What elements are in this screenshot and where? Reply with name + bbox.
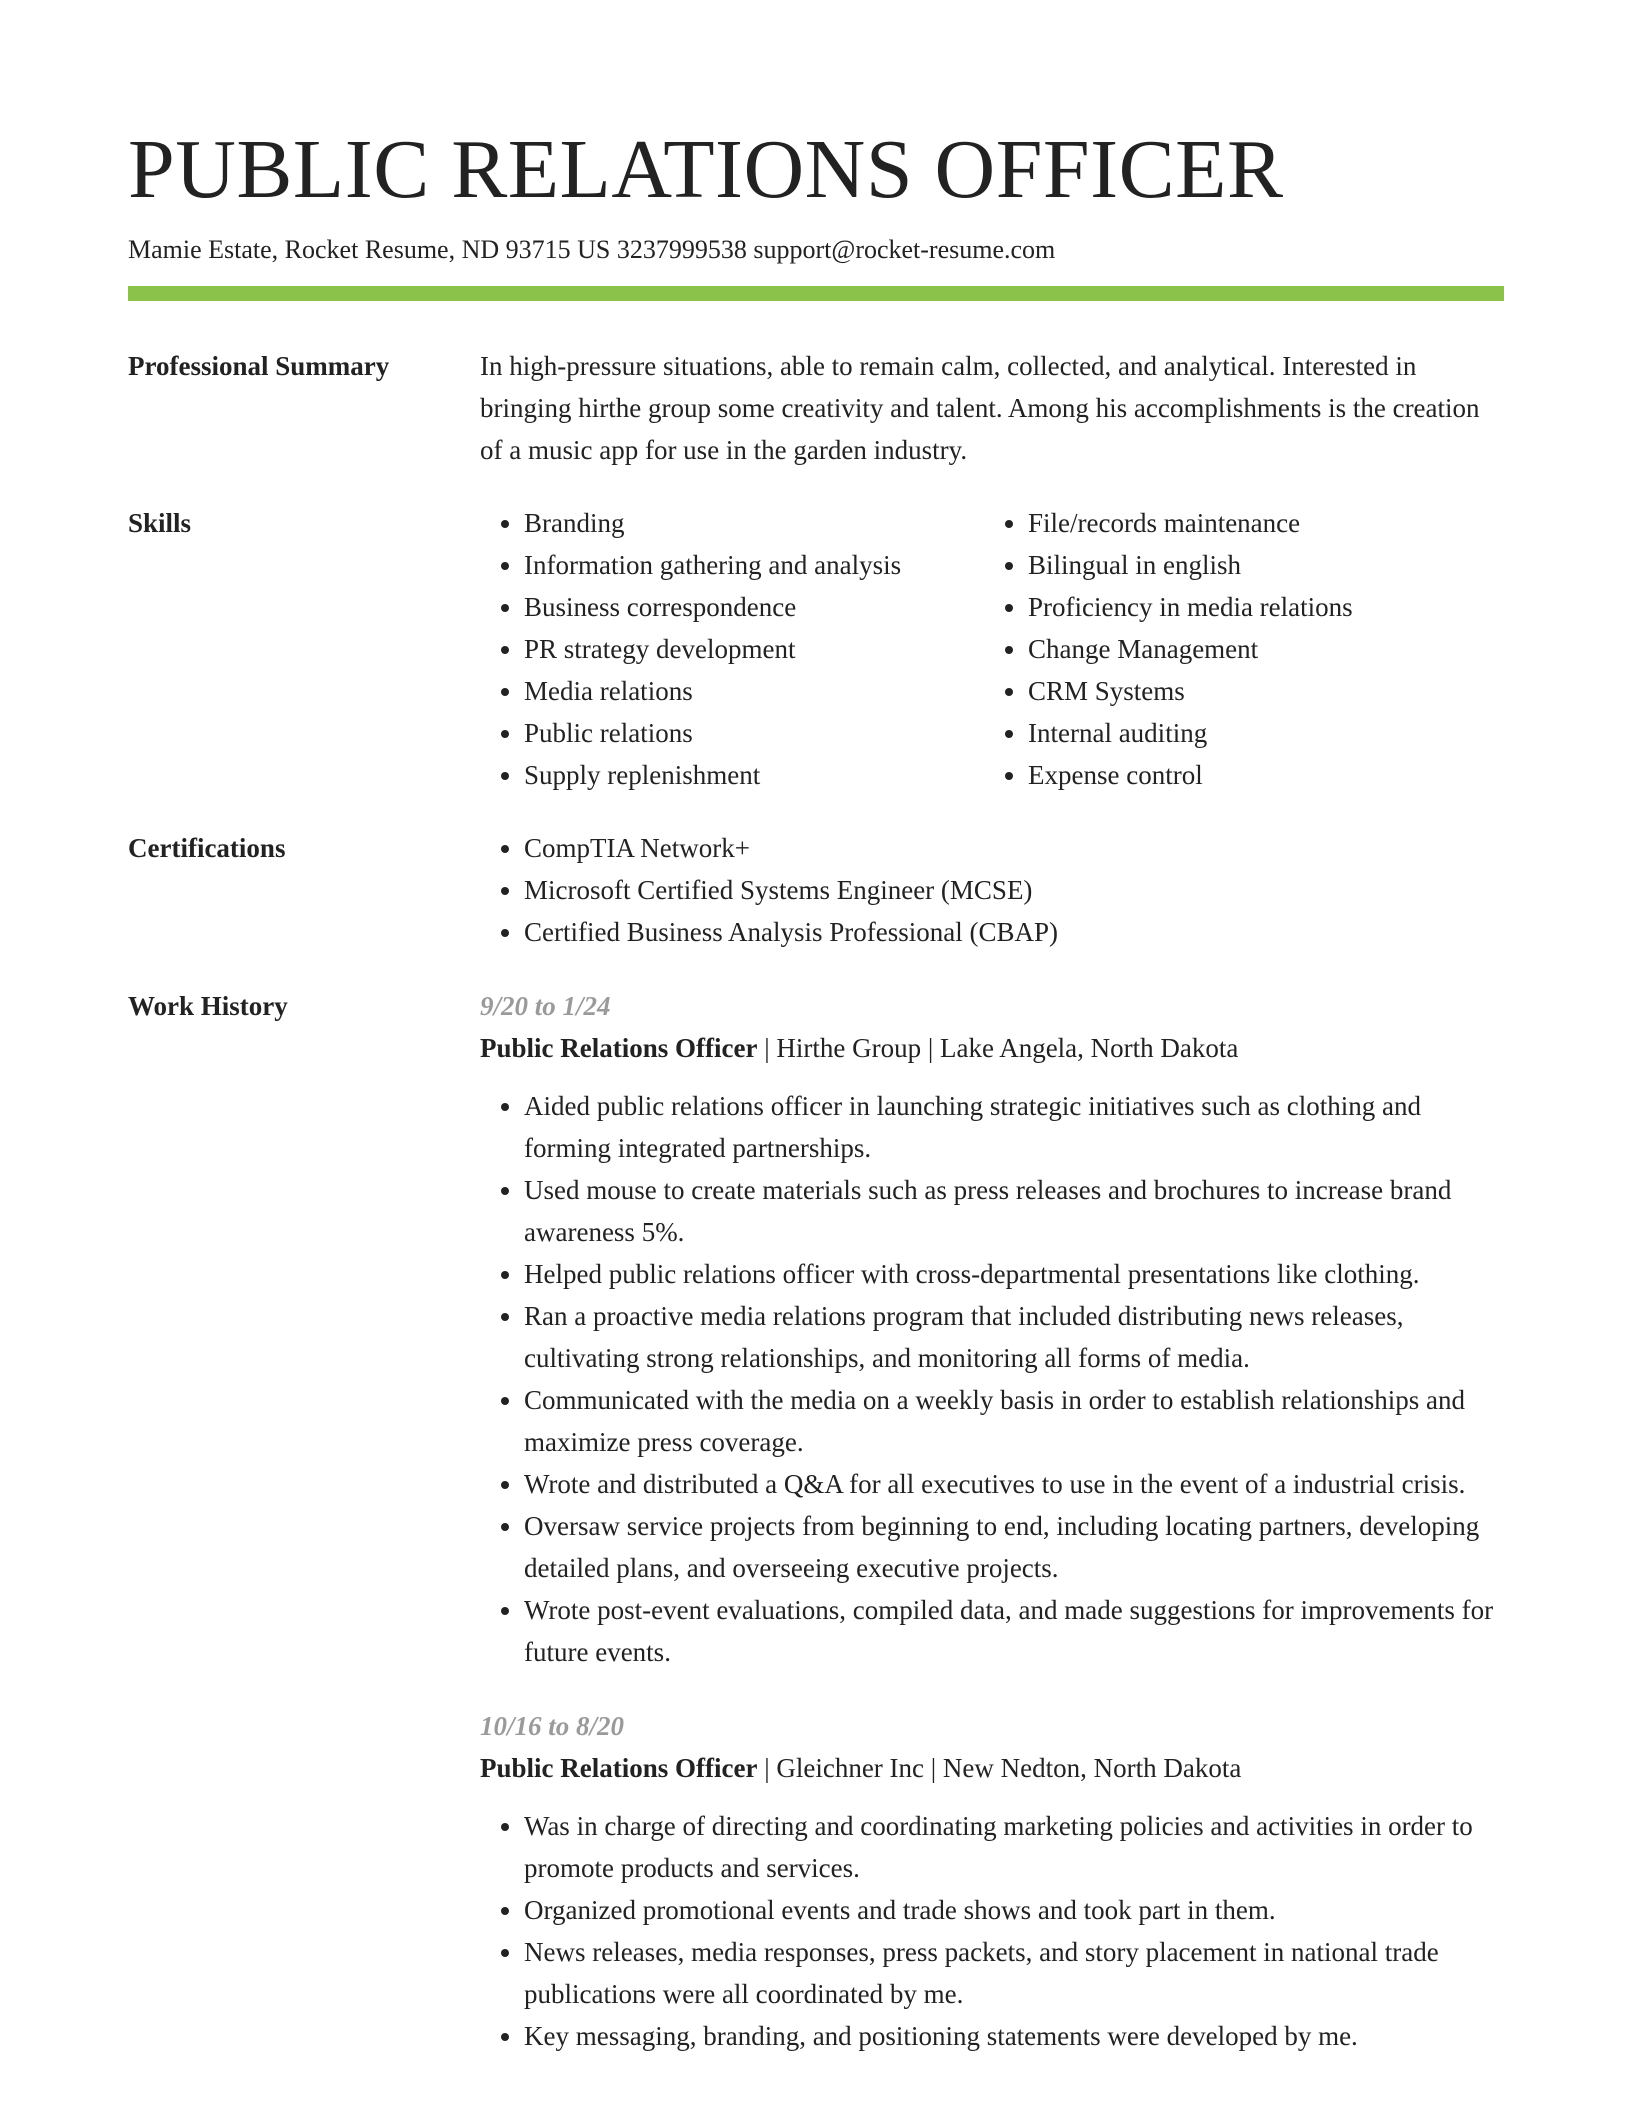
job-bullet: • Wrote post-event evaluations, compiled data, and made suggestions for improvements for future events. (524, 1589, 1504, 1673)
work-history-label: Work History (128, 991, 288, 1021)
skill-item: • Proficiency in media relations (1028, 586, 1488, 628)
job-details: | Hirthe Group | Lake Angela, North Dakota (757, 1033, 1239, 1063)
skill-item: • File/records maintenance (1028, 502, 1488, 544)
certifications-list (480, 827, 1504, 953)
skill-item: • Media relations (524, 670, 984, 712)
skill-item: • Expense control (1028, 754, 1488, 796)
skill-item: • Branding (524, 502, 984, 544)
skill-item: • PR strategy development (524, 628, 984, 670)
certification-item: • CompTIA Network+ (524, 827, 1504, 869)
job-bullet-list (480, 1805, 1504, 2057)
job-heading (480, 1747, 1504, 1789)
resume-page (128, 0, 1504, 2051)
job-details: | Gleichner Inc | New Nedton, North Dakota (757, 1753, 1242, 1783)
skill-item: • Change Management (1028, 628, 1488, 670)
work-history-body (480, 985, 1504, 2057)
skill-item: • Business correspondence (524, 586, 984, 628)
certification-item: • Certified Business Analysis Professional (CBAP) (524, 911, 1504, 953)
job-bullet: • Oversaw service projects from beginning to end, including locating partners, developing detailed plans, and overseeing executive projects. (524, 1505, 1504, 1589)
skills-body (480, 502, 1504, 796)
certifications-body (480, 827, 1504, 953)
job-bullet: • Organized promotional events and trade shows and took part in them. (524, 1889, 1504, 1931)
job-bullet: • Aided public relations officer in launching strategic initiatives such as clothing and forming integrated partnerships. (524, 1085, 1504, 1169)
resume-title: PUBLIC RELATIONS OFFICER (128, 123, 1284, 216)
job-bullet: • Key messaging, branding, and positioning statements were developed by me. (524, 2015, 1504, 2057)
skill-item: • Bilingual in english (1028, 544, 1488, 586)
job-dates: 10/16 to 8/20 (480, 1711, 625, 1741)
job-bullet-list (480, 1085, 1504, 1673)
job-bullet: • Communicated with the media on a weekly basis in order to establish relationships and maximize press coverage. (524, 1379, 1504, 1463)
certification-item: • Microsoft Certified Systems Engineer (MCSE) (524, 869, 1504, 911)
job-bullet: • News releases, media responses, press packets, and story placement in national trade publications were all coordinated by me. (524, 1931, 1504, 2015)
skill-item: • Public relations (524, 712, 984, 754)
summary-text: In high-pressure situations, able to remain calm, collected, and analytical. Interested in bringing hirthe group some creativity and talent. Among his accomplishments is the creation of a music app for use in the garden industry. (480, 351, 1480, 465)
summary-label: Professional Summary (128, 351, 390, 381)
job-bullet: • Helped public relations officer with cross-departmental presentations like clothing. (524, 1253, 1504, 1295)
skill-item: • CRM Systems (1028, 670, 1488, 712)
job-entry (480, 1705, 1504, 2057)
job-dates: 9/20 to 1/24 (480, 991, 611, 1021)
job-bullet: • Was in charge of directing and coordinating marketing policies and activities in order to promote products and services. (524, 1805, 1504, 1889)
skills-list-left (480, 502, 984, 796)
job-entry (480, 985, 1504, 1673)
skill-item: • Information gathering and analysis (524, 544, 984, 586)
skill-item: • Supply replenishment (524, 754, 984, 796)
contact-line: Mamie Estate, Rocket Resume, ND 93715 US 3237999538 support@rocket-resume.com (128, 235, 1056, 264)
skill-item: • Internal auditing (1028, 712, 1488, 754)
skills-label: Skills (128, 508, 192, 538)
job-title: Public Relations Officer (480, 1033, 758, 1063)
job-bullet: • Wrote and distributed a Q&A for all executives to use in the event of a industrial crisis. (524, 1463, 1504, 1505)
certifications-label: Certifications (128, 833, 286, 863)
job-title: Public Relations Officer (480, 1753, 758, 1783)
skills-list-right (984, 502, 1488, 796)
accent-divider (128, 286, 1504, 301)
job-bullet: • Used mouse to create materials such as press releases and brochures to increase brand awareness 5%. (524, 1169, 1504, 1253)
job-heading (480, 1027, 1504, 1069)
job-bullet: • Ran a proactive media relations program that included distributing news releases, cultivating strong relationships, and monitoring all forms of media. (524, 1295, 1504, 1379)
